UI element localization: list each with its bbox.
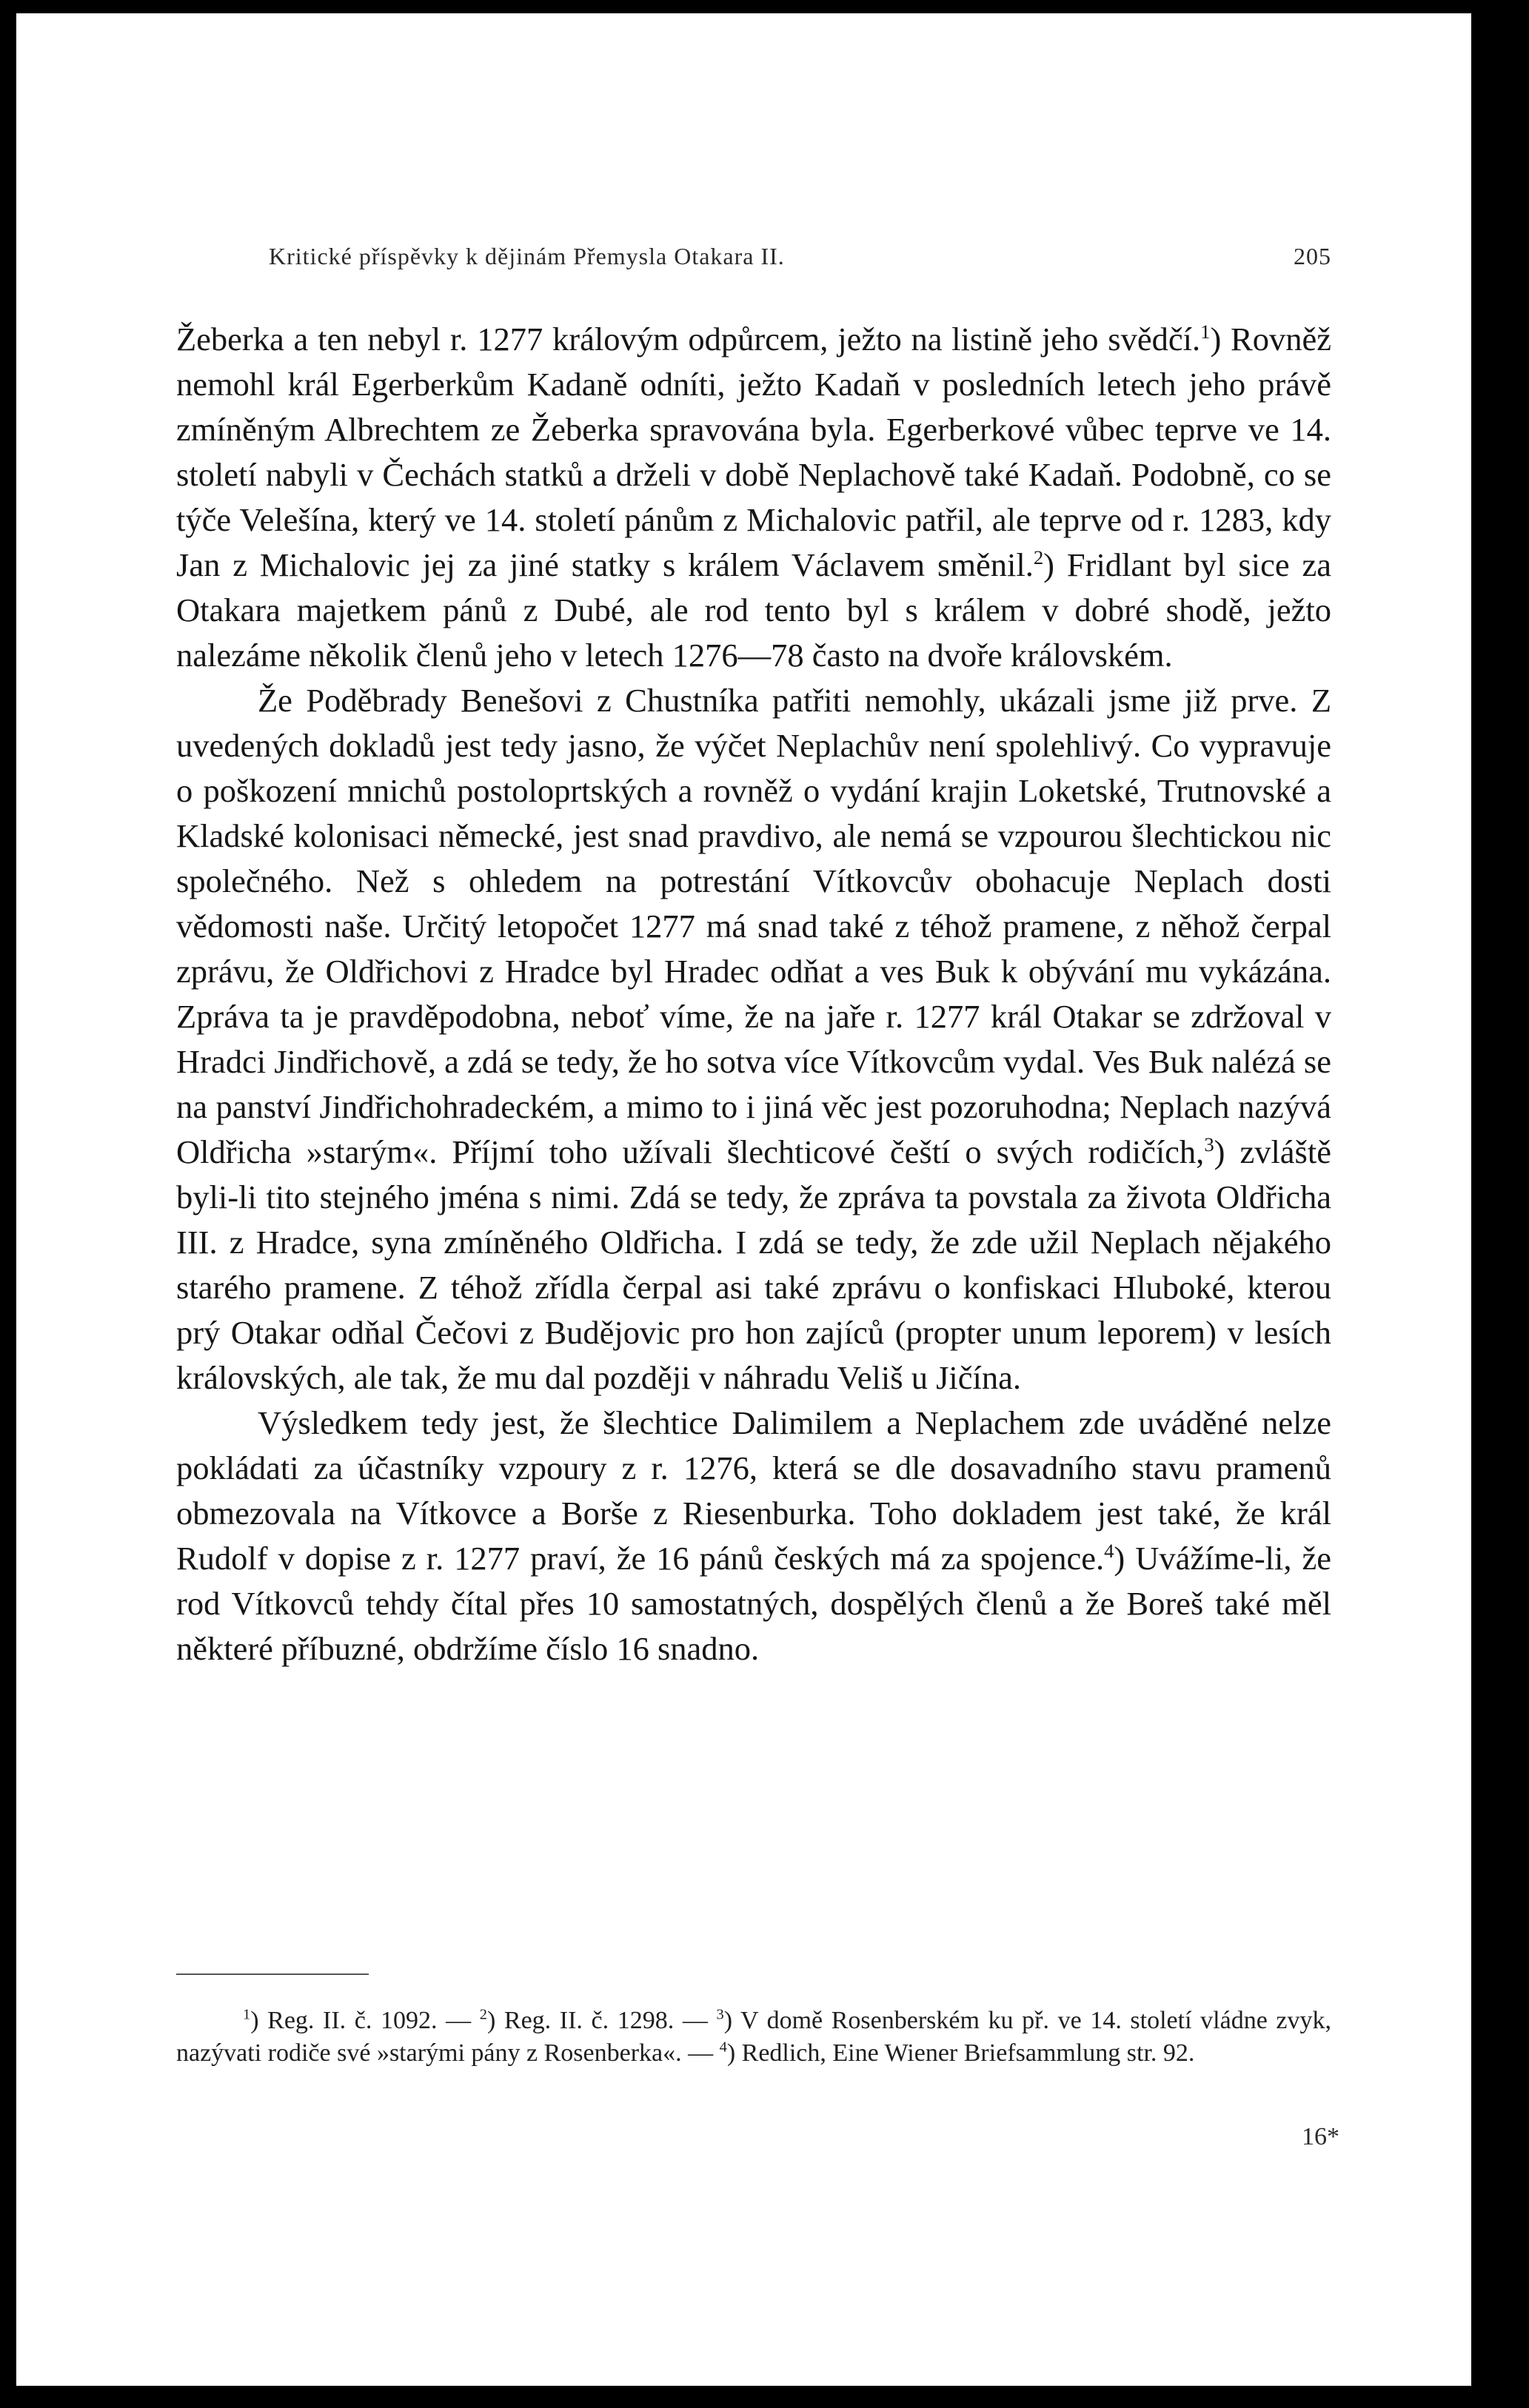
footnote-4-number: 4: [719, 2039, 727, 2056]
running-head: [176, 243, 1331, 287]
body-text: [176, 317, 1331, 1671]
page-number: 205: [1294, 243, 1331, 269]
footnote-divider: [176, 1973, 369, 1975]
paragraph-2-text-b: ) zvláště byli-li tito stejného jména s nimi. Zdá se tedy, že zpráva ta povstala za života Oldřicha III. z Hradce, syna zmíněného Oldřicha. I zdá se tedy, že zde užil Neplach nějakého starého pramene. Z téhož zřídla čerpal asi také zprávu o konfiskaci Hluboké, kterou prý Otakar odňal Čečovi z Budějovic pro hon zajíců (propter unum leporem) v lesích královských, ale tak, že mu dal později v náhradu Veliš u Jičína.: [176, 1133, 1331, 1396]
footnote-ref-1: 1: [1200, 321, 1211, 343]
running-title: Kritické příspěvky k dějinám Přemysla Otakara II.: [269, 243, 785, 269]
footnote-ref-4: 4: [1104, 1540, 1114, 1563]
paragraph-2: [176, 678, 1331, 1401]
footnote-2-text: ) Reg. II. č. 1298. —: [486, 2007, 717, 2034]
paragraph-3-text-a: Výsledkem tedy jest, že šlechtice Dalimilem a Neplachem zde uváděné nelze pokládati za účastníky vzpoury z r. 1276, která se dle dosavadního stavu pramenů obmezovala na Vítkovce a Borše z Riesenburka. Toho dokladem jest také, že král Rudolf v dopise z r. 1277 praví, že 16 pánů českých má za spojence.: [176, 1404, 1331, 1577]
footnote-block: [176, 2005, 1331, 2070]
footnote-2-number: 2: [479, 2006, 487, 2023]
footnote-ref-2: 2: [1033, 546, 1044, 569]
paragraph-1: [176, 317, 1331, 678]
footnote-ref-3: 3: [1204, 1133, 1214, 1156]
paragraph-1-text-b: ) Rovněž nemohl král Egerberkům Kadaně odníti, ježto Kadaň v posledních letech jeho právě zmíněným Albrechtem ze Žeberka spravována byla. Egerberkové vůbec teprve ve 14. století nabyli v Čechách statků a drželi v době Neplachově také Kadaň. Podobně, co se týče Velešína, který ve 14. století pánům z Michalovic patřil, ale teprve od r. 1283, kdy Jan z Michalovic jej za jiné statky s králem Václavem směnil.: [176, 321, 1331, 583]
footnote-1-number: 1: [243, 2006, 251, 2023]
signature-mark: 16*: [1302, 2123, 1339, 2150]
paragraph-3-text-b: ) Uvážíme-li, že rod Vítkovců tehdy čítal přes 10 samostatných, dospělých členů a že Boreš také měl některé příbuzné, obdržíme číslo 16 snadno.: [176, 1540, 1331, 1667]
paragraph-1-text-a: Žeberka a ten nebyl r. 1277 královým odpůrcem, ježto na listině jeho svědčí.: [176, 321, 1201, 358]
footnote-3-text: ) V domě Rosenberském ku př. ve 14. století vládne zvyk, nazývati rodiče své »starými pány z Rosenberka«. —: [176, 2007, 1332, 2067]
footnote-3-number: 3: [716, 2006, 724, 2023]
paragraph-1-text-c: ) Fridlant byl sice za Otakara majetkem pánů z Dubé, ale rod tento byl s králem v dobré shodě, ježto nalezáme několik členů jeho v letech 1276—78 často na dvoře královském.: [176, 546, 1331, 674]
paragraph-3: [176, 1401, 1331, 1671]
footnote-4-text: ) Redlich, Eine Wiener Briefsammlung str. 92.: [726, 2039, 1195, 2067]
footnotes: [176, 2005, 1331, 2070]
footnote-1-text: ) Reg. II. č. 1092. —: [250, 2007, 480, 2034]
paragraph-2-text-a: Že Poděbrady Benešovi z Chustníka patřiti nemohly, ukázali jsme již prve. Z uvedených dokladů jest tedy jasno, že výčet Neplachův není spolehlivý. Co vypravuje o poškození mnichů postoloprtských a rovněž o vydání krajin Loketské, Trutnovské a Kladské kolonisaci německé, jest snad pravdivo, ale nemá se vzpourou šlechtickou nic společného. Než s ohledem na potrestání Vítkovcův obohacuje Neplach dosti vědomosti naše. Určitý letopočet 1277 má snad také z téhož pramene, z něhož čerpal zprávu, že Oldřichovi z Hradce byl Hradec odňat a ves Buk k obývání mu vykázána. Zpráva ta je pravděpodobna, neboť víme, že na jaře r. 1277 král Otakar se zdržoval v Hradci Jindřichově, a zdá se tedy, že ho sotva více Vítkovcům vydal. Ves Buk nalézá se na panství Jindřichohradeckém, a mimo to i jiná věc jest pozoruhodna; Neplach nazývá Oldřicha »starým«. Příjmí toho užívali šlechticové čeští o svých rodičích,: [176, 682, 1331, 1170]
scanned-page: [16, 13, 1471, 2386]
